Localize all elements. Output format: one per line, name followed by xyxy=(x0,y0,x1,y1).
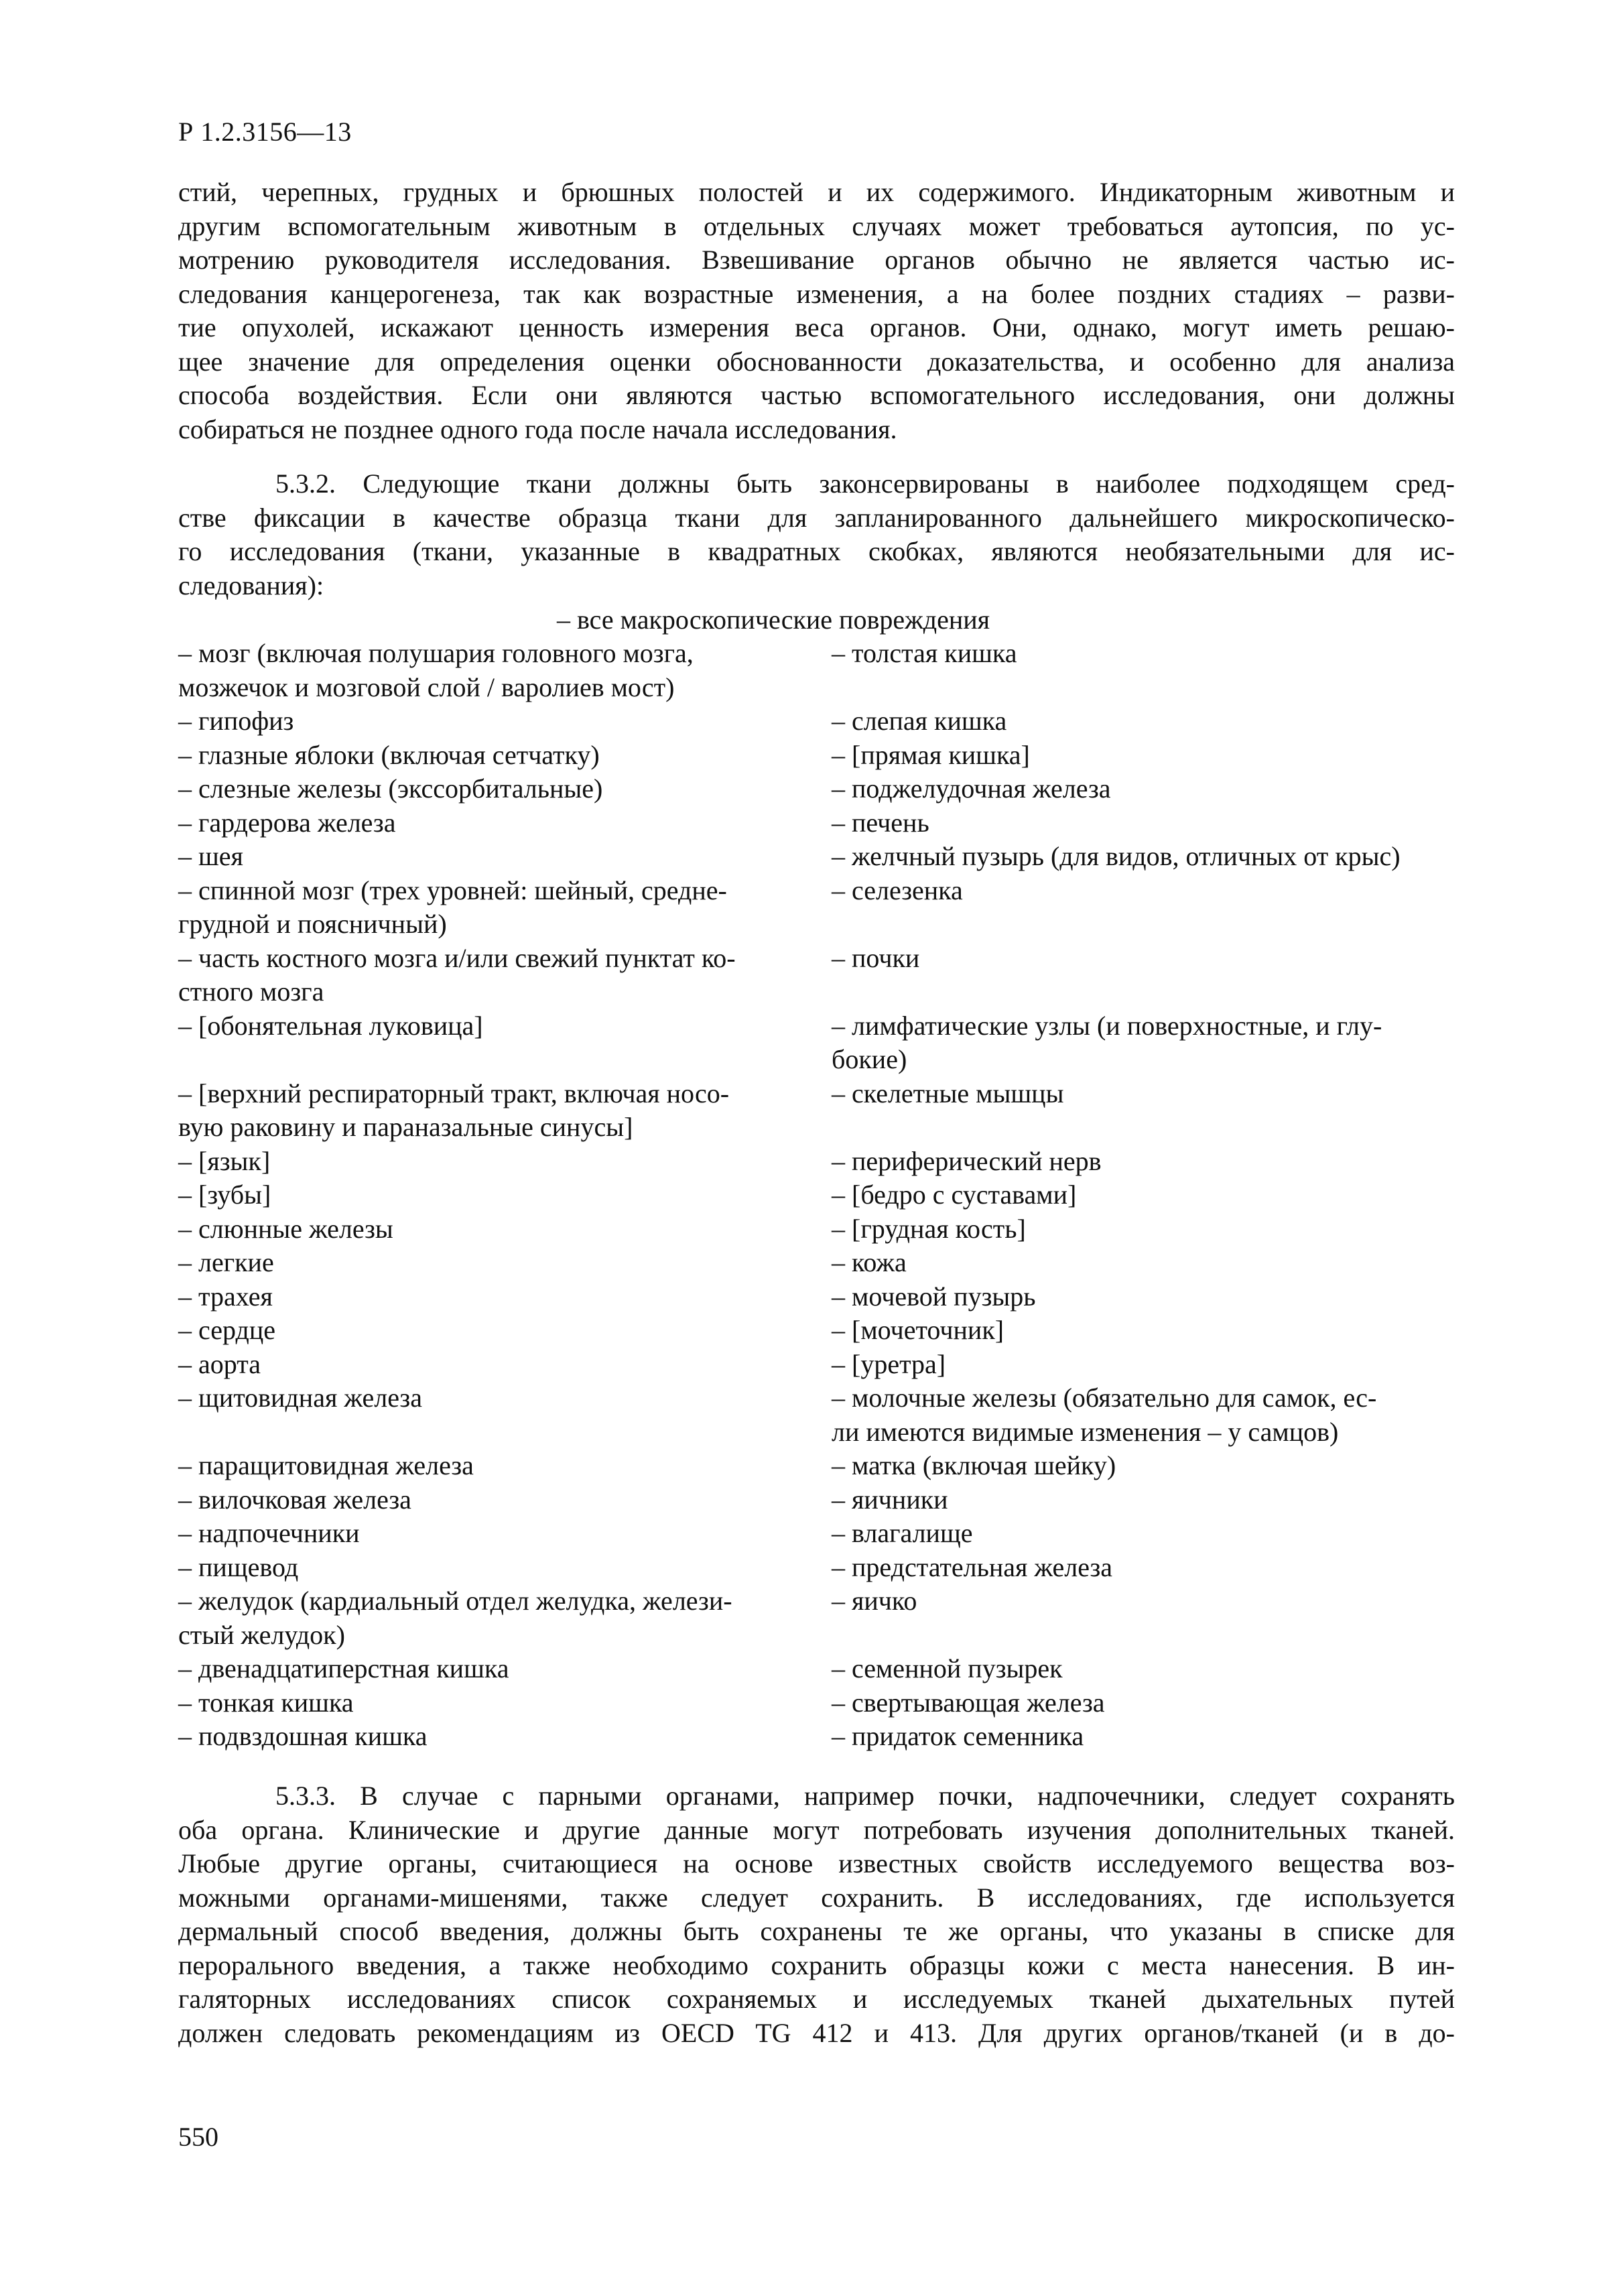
tissue-item: – трахея xyxy=(178,1281,273,1312)
tissue-item: – периферический нерв xyxy=(832,1145,1102,1176)
tissue-item: – [обонятельная луковица] xyxy=(178,1010,483,1041)
tissue-item: – [зубы] xyxy=(178,1179,271,1210)
tissue-item: – желчный пузырь (для видов, отличных от крыс) xyxy=(832,841,1401,871)
tissue-right-cell xyxy=(832,1517,1455,1551)
tissue-item: – сердце xyxy=(178,1315,275,1345)
text-line: 5.3.3. В случае с парными органами, например почки, надпочечники, следует сохранять xyxy=(275,1781,1455,1811)
tissue-left-cell xyxy=(178,1009,832,1077)
tissue-right-cell xyxy=(832,1280,1455,1314)
tissue-row xyxy=(178,1280,1455,1314)
paragraph-5-3-2 xyxy=(178,467,1455,602)
tissue-right-cell xyxy=(832,1449,1455,1483)
tissue-item: – часть костного мозга и/или свежий пунктат ко- xyxy=(178,942,736,973)
tissue-left-cell xyxy=(178,1178,832,1212)
tissue-item: – мозг (включая полушария головного мозга, xyxy=(178,638,694,668)
tissue-item: – [язык] xyxy=(178,1145,271,1176)
tissue-row xyxy=(178,874,1455,942)
tissue-right-cell xyxy=(832,1720,1455,1754)
text-line: должен следовать рекомендациям из OECD TG 412 и 413. Для других органов/тканей (и в до- xyxy=(178,2017,1455,2048)
tissue-row xyxy=(178,1077,1455,1145)
tissue-row xyxy=(178,806,1455,840)
tissue-item: – пищевод xyxy=(178,1551,299,1582)
tissue-row xyxy=(178,1449,1455,1483)
tissue-item: – селезенка xyxy=(832,875,963,905)
tissue-item: – влагалище xyxy=(832,1518,973,1548)
tissue-item: – свертывающая железа xyxy=(832,1687,1105,1718)
tissue-right-cell xyxy=(832,1483,1455,1517)
text-line: Любые другие органы, считающиеся на основе известных свойств исследуемого вещества воз- xyxy=(178,1848,1455,1878)
tissue-item: – надпочечники xyxy=(178,1518,360,1548)
tissue-left-cell xyxy=(178,1246,832,1280)
text-line: дермальный способ введения, должны быть сохранены те же органы, что указаны в списке для xyxy=(178,1916,1455,1946)
tissue-item: – придаток семенника xyxy=(832,1721,1084,1751)
tissue-left-cell xyxy=(178,704,832,739)
tissue-item: – двенадцатиперстная кишка xyxy=(178,1653,509,1683)
tissue-item: – молочные железы (обязательно для самок, ес- xyxy=(832,1383,1377,1413)
text-line: следования канцерогенеза, так как возрастные изменения, а на более поздних стадиях – разви- xyxy=(178,278,1455,309)
tissue-row xyxy=(178,1145,1455,1179)
tissue-item: – матка (включая шейку) xyxy=(832,1450,1116,1480)
tissue-row xyxy=(178,1348,1455,1382)
tissue-right-cell xyxy=(832,637,1455,704)
tissue-item: – слюнные железы xyxy=(178,1213,393,1244)
tissue-item: стый желудок) xyxy=(178,1619,345,1650)
tissue-item: – поджелудочная железа xyxy=(832,773,1111,804)
tissue-row xyxy=(178,840,1455,874)
tissue-left-cell xyxy=(178,1348,832,1382)
tissue-left-cell xyxy=(178,1517,832,1551)
tissue-left-cell xyxy=(178,806,832,840)
text-line: тие опухолей, искажают ценность измерения веса органов. Они, однако, могут иметь решаю- xyxy=(178,312,1455,342)
tissue-right-cell xyxy=(832,1077,1455,1145)
tissue-left-cell xyxy=(178,1483,832,1517)
text-line: другим вспомогательным животным в отдельных случаях может требоваться аутопсия, по ус- xyxy=(178,210,1455,241)
tissue-right-cell xyxy=(832,1348,1455,1382)
tissue-row xyxy=(178,1314,1455,1348)
paragraph-autopsy xyxy=(178,176,1455,446)
tissue-item: – слезные железы (экссорбитальные) xyxy=(178,773,603,804)
tissue-left-cell xyxy=(178,1077,832,1145)
tissue-item: – тонкая кишка xyxy=(178,1687,354,1718)
text-line: оба органа. Клинические и другие данные могут потребовать изучения дополнительных тканей. xyxy=(178,1814,1455,1845)
tissue-item: – шея xyxy=(178,841,243,871)
tissue-left-cell xyxy=(178,1314,832,1348)
tissue-item: – гардерова железа xyxy=(178,807,396,838)
tissue-row xyxy=(178,704,1455,739)
tissue-left-cell xyxy=(178,1652,832,1686)
text-line: мотрению руководителя исследования. Взвешивание органов обычно не является частью ис- xyxy=(178,245,1455,275)
tissue-item: – желудок (кардиальный отдел желудка, желези- xyxy=(178,1586,732,1616)
tissue-left-cell xyxy=(178,1551,832,1585)
tissue-item: – глазные яблоки (включая сетчатку) xyxy=(178,739,600,770)
tissue-left-cell xyxy=(178,1145,832,1179)
tissue-row xyxy=(178,1009,1455,1077)
tissue-item: – кожа xyxy=(832,1247,907,1277)
tissue-item: – почки xyxy=(832,942,920,973)
tissue-left-cell xyxy=(178,772,832,806)
tissue-item: – гипофиз xyxy=(178,706,294,736)
tissue-item: – предстательная железа xyxy=(832,1551,1113,1582)
tissue-left-cell xyxy=(178,1280,832,1314)
tissue-right-cell xyxy=(832,1246,1455,1280)
tissue-left-cell xyxy=(178,1686,832,1720)
tissue-rows xyxy=(178,637,1455,1754)
text-line: можными органами-мишенями, также следует сохранить. В исследованиях, где используется xyxy=(178,1882,1455,1913)
tissue-item: – печень xyxy=(832,807,929,838)
document-code: Р 1.2.3156—13 xyxy=(178,117,352,147)
text-line: стве фиксации в качестве образца ткани для запланированного дальнейшего микроскопическо- xyxy=(178,502,1455,533)
tissue-row xyxy=(178,1584,1455,1652)
tissue-row xyxy=(178,1517,1455,1551)
tissue-row xyxy=(178,739,1455,773)
tissue-item: – спинной мозг (трех уровней: шейный, средне- xyxy=(178,875,727,905)
tissue-row xyxy=(178,1551,1455,1585)
tissue-item: – [прямая кишка] xyxy=(832,739,1030,770)
tissue-item: – [мочеточник] xyxy=(832,1315,1004,1345)
tissue-left-cell xyxy=(178,1584,832,1652)
text-line: го исследования (ткани, указанные в квадратных скобках, являются необязательными для ис- xyxy=(178,536,1455,566)
tissue-right-cell xyxy=(832,704,1455,739)
tissue-row xyxy=(178,1212,1455,1247)
tissue-item: мозжечок и мозговой слой / варолиев мост) xyxy=(178,672,675,702)
tissue-right-cell xyxy=(832,1212,1455,1247)
text-line: перорального введения, а также необходимо сохранить образцы кожи с места нанесения. В ин- xyxy=(178,1950,1455,1980)
tissue-right-cell xyxy=(832,1652,1455,1686)
tissue-right-cell xyxy=(832,942,1455,1009)
tissue-item: – паращитовидная железа xyxy=(178,1450,474,1480)
tissue-item: – толстая кишка xyxy=(832,638,1017,668)
tissue-left-cell xyxy=(178,840,832,874)
tissue-left-cell xyxy=(178,942,832,1009)
tissue-item: – яичко xyxy=(832,1586,917,1616)
tissue-left-cell xyxy=(178,1720,832,1754)
tissue-item: – [верхний респираторный тракт, включая носо- xyxy=(178,1078,730,1108)
tissue-right-cell xyxy=(832,1009,1455,1077)
tissue-item: – мочевой пузырь xyxy=(832,1281,1036,1312)
tissue-row xyxy=(178,1652,1455,1686)
text-line: щее значение для определения оценки обоснованности доказательства, и особенно для анализа xyxy=(178,346,1455,377)
tissue-item: – вилочковая железа xyxy=(178,1484,411,1515)
tissue-item: – скелетные мышцы xyxy=(832,1078,1064,1108)
tissue-item: – яичники xyxy=(832,1484,948,1515)
tissue-row xyxy=(178,637,1455,704)
text-line: способа воздействия. Если они являются частью вспомогательного исследования, они должны xyxy=(178,380,1455,410)
tissue-right-cell xyxy=(832,1551,1455,1585)
tissue-item: грудной и поясничный) xyxy=(178,909,447,939)
tissue-row xyxy=(178,1178,1455,1212)
tissue-right-cell xyxy=(832,806,1455,840)
tissue-item: – легкие xyxy=(178,1247,274,1277)
tissue-right-cell xyxy=(832,772,1455,806)
tissue-row xyxy=(178,1246,1455,1280)
tissue-row xyxy=(178,1720,1455,1754)
tissue-right-cell xyxy=(832,1178,1455,1212)
tissue-right-cell xyxy=(832,1686,1455,1720)
tissue-item: – лимфатические узлы (и поверхностные, и глу- xyxy=(832,1010,1382,1041)
tissue-item: ли имеются видимые изменения – у самцов) xyxy=(832,1416,1339,1447)
tissue-item: бокие) xyxy=(832,1044,907,1074)
tissue-row xyxy=(178,1381,1455,1449)
tissue-row xyxy=(178,1483,1455,1517)
tissue-right-cell xyxy=(832,874,1455,942)
tissue-right-cell xyxy=(832,1381,1455,1449)
text-line: галяторных исследованиях список сохраняемых и исследуемых тканей дыхательных путей xyxy=(178,1984,1455,2014)
tissue-right-cell xyxy=(832,1584,1455,1652)
tissue-item: – слепая кишка xyxy=(832,706,1007,736)
text-line: 5.3.2. Следующие ткани должны быть законсервированы в наиболее подходящем сред- xyxy=(275,468,1455,499)
tissue-row xyxy=(178,772,1455,806)
tissue-item: – [бедро с суставами] xyxy=(832,1179,1077,1210)
tissue-right-cell xyxy=(832,739,1455,773)
tissue-left-cell xyxy=(178,1381,832,1449)
text-line: следования): xyxy=(178,570,324,600)
tissue-left-cell xyxy=(178,1449,832,1483)
tissue-left-cell xyxy=(178,874,832,942)
tissue-right-cell xyxy=(832,1145,1455,1179)
text-line: собираться не позднее одного года после начала исследования. xyxy=(178,413,897,444)
tissue-item: – подвздошная кишка xyxy=(178,1721,428,1751)
tissue-item: – щитовидная железа xyxy=(178,1383,422,1413)
tissue-right-cell xyxy=(832,840,1455,874)
tissue-item: – аорта xyxy=(178,1348,261,1379)
tissue-row xyxy=(178,942,1455,1009)
tissue-item: стного мозга xyxy=(178,976,324,1007)
tissue-item: – [уретра] xyxy=(832,1348,946,1379)
paragraph-5-3-3 xyxy=(178,1779,1455,2050)
tissue-left-cell xyxy=(178,637,832,704)
tissue-item: – [грудная кость] xyxy=(832,1213,1026,1244)
tissue-list-heading: – все макроскопические повреждения xyxy=(557,604,990,635)
page-number: 550 xyxy=(178,2122,218,2152)
tissue-item: вую раковину и параназальные синусы] xyxy=(178,1112,633,1142)
tissue-left-cell xyxy=(178,739,832,773)
tissue-right-cell xyxy=(832,1314,1455,1348)
tissue-row xyxy=(178,1686,1455,1720)
text-line: стий, черепных, грудных и брюшных полостей и их содержимого. Индикаторным животным и xyxy=(178,177,1455,207)
tissue-left-cell xyxy=(178,1212,832,1247)
tissue-item: – семенной пузырек xyxy=(832,1653,1063,1683)
